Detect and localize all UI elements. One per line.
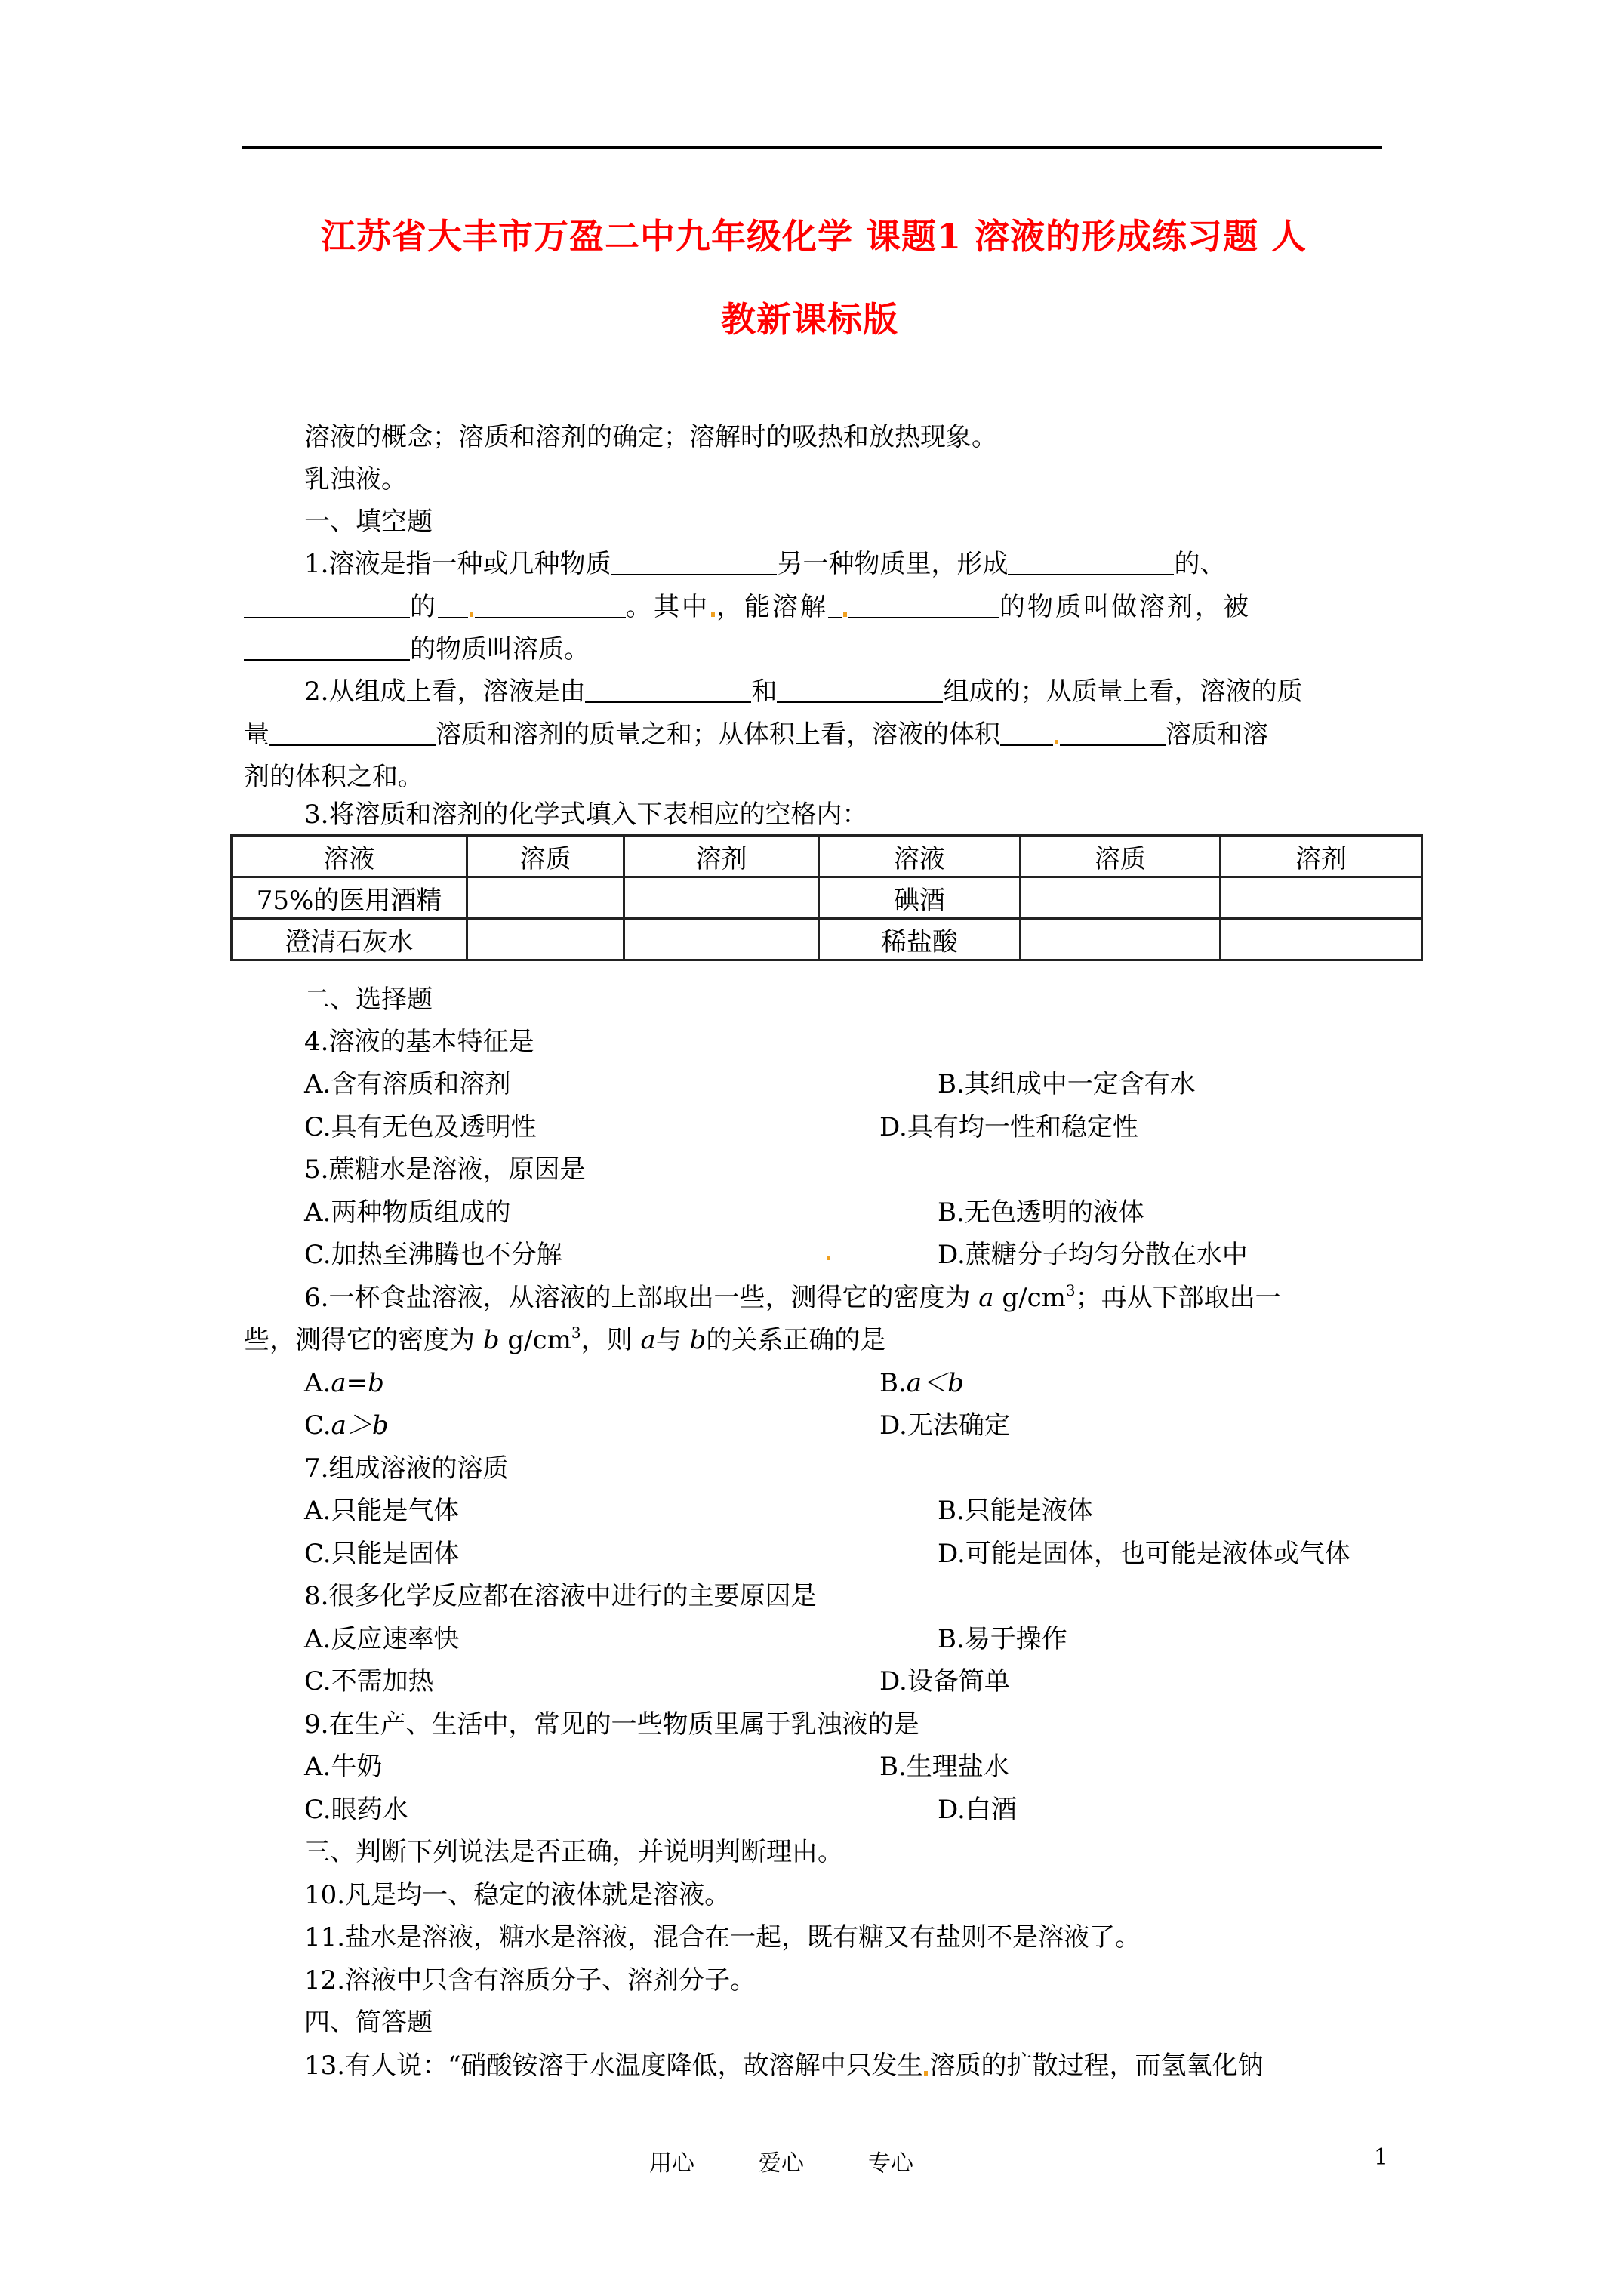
q2-text-a: 2.从组成上看，溶液是由 — [304, 676, 586, 707]
q9-option-c[interactable]: C.眼药水 — [304, 1795, 408, 1825]
q7-option-c[interactable]: C.只能是固体 — [304, 1539, 460, 1569]
table-header-cell: 溶质 — [467, 836, 624, 877]
answer-blank[interactable] — [1060, 722, 1166, 746]
table-row — [232, 877, 1422, 919]
var-a: a — [978, 1283, 994, 1313]
q4-option-a[interactable]: A.含有溶质和溶剂 — [304, 1069, 511, 1099]
q12-statement: 12.溶液中只含有溶质分子、溶剂分子。 — [304, 1965, 756, 1996]
q6-option-c[interactable] — [304, 1410, 389, 1441]
footer-motto-2: 爱心 — [759, 2150, 804, 2177]
section-heading-true-false: 三、判断下列说法是否正确，并说明判断理由。 — [304, 1837, 843, 1867]
footer-motto-1: 用心 — [649, 2150, 694, 2177]
q6-option-d[interactable]: D.无法确定 — [879, 1410, 1010, 1441]
artifact-mark — [1055, 740, 1058, 744]
table-cell-solution: 稀盐酸 — [819, 919, 1021, 960]
var-a: a — [640, 1325, 656, 1355]
answer-blank[interactable] — [244, 594, 410, 618]
table-cell-solution: 澄清石灰水 — [232, 919, 467, 960]
q2-line-1 — [304, 676, 1303, 707]
section-heading-short-answer: 四、简答题 — [304, 2008, 433, 2038]
q1-line-2 — [244, 594, 1251, 621]
q1-text-e: 。其中 — [626, 592, 710, 622]
q5-option-a[interactable]: A.两种物质组成的 — [304, 1197, 511, 1228]
q2-text-b: 和 — [751, 676, 778, 707]
q8-option-d[interactable]: D.设备简单 — [879, 1666, 1010, 1697]
q7-option-a[interactable]: A.只能是气体 — [304, 1496, 460, 1526]
q8-option-a[interactable]: A.反应速率快 — [304, 1624, 460, 1654]
artifact-mark — [470, 612, 473, 617]
table-cell-input[interactable] — [624, 919, 819, 960]
q6-text: 的关系正确的是 — [706, 1325, 886, 1355]
table-header-cell: 溶质 — [1021, 836, 1221, 877]
q5-option-b[interactable]: B.无色透明的液体 — [938, 1197, 1144, 1228]
q9-option-b[interactable]: B.生理盐水 — [879, 1752, 1009, 1782]
q1-line-1 — [304, 551, 1225, 578]
q7-option-d[interactable]: D.可能是固体，也可能是液体或气体 — [938, 1539, 1350, 1569]
q6-text-end: ；再从下部取出一 — [1075, 1283, 1281, 1313]
table-cell-input[interactable] — [467, 877, 624, 919]
table-cell-solution: 碘酒 — [819, 877, 1021, 919]
superscript: 3 — [571, 1324, 581, 1342]
q1-text-c: 的、 — [1174, 549, 1226, 579]
q6-stem-line-2 — [244, 1324, 886, 1355]
q7-stem: 7.组成溶液的溶质 — [304, 1453, 509, 1484]
q6-option-a[interactable] — [304, 1370, 384, 1396]
q13-text-a: 13.有人说：“硝酸铵溶于水温度降低，故溶解中只发生 — [304, 2051, 923, 2081]
q2-text-c: 组成的；从质量上看，溶液的质 — [943, 676, 1303, 707]
q6-text: ，则 — [581, 1325, 633, 1355]
q13-line-1 — [304, 2053, 1263, 2080]
answer-blank[interactable] — [777, 679, 943, 703]
unit-text: g/cm — [507, 1325, 571, 1355]
q2-line-3: 剂的体积之和。 — [244, 762, 423, 792]
answer-blank[interactable] — [244, 636, 410, 661]
q5-option-c[interactable]: C.加热至沸腾也不分解 — [304, 1240, 562, 1270]
table-cell-input[interactable] — [1021, 877, 1221, 919]
q1-line-3 — [244, 636, 590, 664]
q2-line-2 — [244, 722, 1268, 749]
option-expr: a＞b — [331, 1410, 389, 1441]
q9-stem: 9.在生产、生活中，常见的一些物质里属于乳浊液的是 — [304, 1709, 919, 1740]
q1-text-g: 的物质叫做溶剂，被 — [999, 592, 1251, 622]
option-expr: a＜b — [906, 1368, 964, 1398]
table-cell-solution: 75%的医用酒精 — [232, 877, 467, 919]
answer-blank[interactable] — [611, 551, 777, 575]
artifact-mark — [924, 2071, 928, 2076]
answer-blank[interactable] — [1000, 722, 1053, 746]
superscript: 3 — [1065, 1281, 1076, 1299]
q2-text-e: 溶质和溶剂的质量之和；从体积上看，溶液的体积 — [436, 720, 1000, 750]
q8-stem: 8.很多化学反应都在溶液中进行的主要原因是 — [304, 1581, 817, 1611]
solute-solvent-table — [230, 834, 1423, 961]
table-cell-input[interactable] — [624, 877, 819, 919]
document-title-line2: 教新课标版 — [721, 299, 898, 340]
q6-text: 与 — [655, 1325, 682, 1355]
q5-stem: 5.蔗糖水是溶液，原因是 — [304, 1154, 586, 1185]
option-letter: C. — [304, 1410, 331, 1441]
answer-blank[interactable] — [269, 722, 436, 746]
q7-option-b[interactable]: B.只能是液体 — [938, 1496, 1093, 1526]
table-cell-input[interactable] — [1221, 919, 1422, 960]
option-letter: A. — [304, 1368, 331, 1398]
option-expr: a=b — [331, 1368, 384, 1398]
unit-text: g/cm — [1002, 1283, 1066, 1313]
q8-option-c[interactable]: C.不需加热 — [304, 1666, 434, 1697]
q2-text-f: 溶质和溶 — [1166, 720, 1268, 750]
table-header-cell: 溶液 — [819, 836, 1021, 877]
q6-option-b[interactable] — [879, 1370, 964, 1396]
document-title-line1: 江苏省大丰市万盈二中九年级化学 课题1 溶液的形成练习题 人 — [321, 216, 1307, 257]
q11-statement: 11.盐水是溶液，糖水是溶液，混合在一起，既有糖又有盐则不是溶液了。 — [304, 1922, 1141, 1952]
table-row — [232, 919, 1422, 960]
footer-motto-3: 专心 — [868, 2150, 913, 2177]
page-number: 1 — [1374, 2144, 1389, 2171]
q4-option-c[interactable]: C.具有无色及透明性 — [304, 1112, 537, 1142]
q1-text-f: ，能溶解 — [716, 592, 828, 622]
q3-text: 3.将溶质和溶剂的化学式填入下表相应的空格内： — [304, 800, 868, 830]
answer-blank[interactable] — [828, 594, 842, 618]
q8-option-b[interactable]: B.易于操作 — [938, 1624, 1067, 1654]
section-heading-fill-blank: 一、填空题 — [304, 507, 433, 537]
q4-stem: 4.溶液的基本特征是 — [304, 1027, 534, 1057]
q1-text-b: 另一种物质里，形成 — [777, 549, 1009, 579]
q4-option-b[interactable]: B.其组成中一定含有水 — [938, 1069, 1196, 1099]
q5-option-d[interactable]: D.蔗糖分子均匀分散在水中 — [938, 1240, 1248, 1270]
q13-text-b: 溶质的扩散过程，而氢氧化钠 — [929, 2051, 1264, 2081]
intro-line-2: 乳浊液。 — [304, 464, 407, 495]
q1-text-d: 的 — [410, 592, 438, 622]
q1-text-h: 的物质叫溶质。 — [410, 634, 590, 664]
artifact-mark — [827, 1256, 830, 1260]
artifact-mark — [843, 612, 847, 617]
q9-option-d[interactable]: D.白酒 — [938, 1795, 1017, 1825]
var-b: b — [689, 1325, 707, 1355]
q6-stem-line-1 — [304, 1281, 1281, 1313]
q4-option-d[interactable]: D.具有均一性和稳定性 — [879, 1112, 1138, 1142]
answer-blank[interactable] — [475, 594, 626, 618]
q9-option-a[interactable]: A.牛奶 — [304, 1752, 383, 1782]
table-cell-input[interactable] — [1221, 877, 1422, 919]
q10-statement: 10.凡是均一、稳定的液体就是溶液。 — [304, 1880, 731, 1910]
table-cell-input[interactable] — [1021, 919, 1221, 960]
answer-blank[interactable] — [1008, 551, 1174, 575]
intro-line-1: 溶液的概念；溶质和溶剂的确定；溶解时的吸热和放热现象。 — [304, 422, 997, 452]
answer-blank[interactable] — [848, 594, 999, 618]
q6-text: 6.一杯食盐溶液，从溶液的上部取出一些，测得它的密度为 — [304, 1283, 971, 1313]
table-header-cell: 溶剂 — [1221, 836, 1422, 877]
answer-blank[interactable] — [438, 594, 468, 618]
artifact-mark — [711, 612, 715, 617]
option-letter: B. — [879, 1368, 907, 1398]
q2-text-d: 量 — [244, 720, 269, 750]
table-cell-input[interactable] — [467, 919, 624, 960]
var-b: b — [482, 1325, 500, 1355]
q1-text-a: 1.溶液是指一种或几种物质 — [304, 549, 611, 579]
header-rule — [242, 146, 1382, 149]
table-header-cell: 溶剂 — [624, 836, 819, 877]
section-heading-multiple-choice: 二、选择题 — [304, 985, 433, 1015]
q6-text: 些，测得它的密度为 — [244, 1325, 475, 1355]
answer-blank[interactable] — [585, 679, 751, 703]
table-header-cell: 溶液 — [232, 836, 467, 877]
table-header-row — [232, 836, 1422, 877]
